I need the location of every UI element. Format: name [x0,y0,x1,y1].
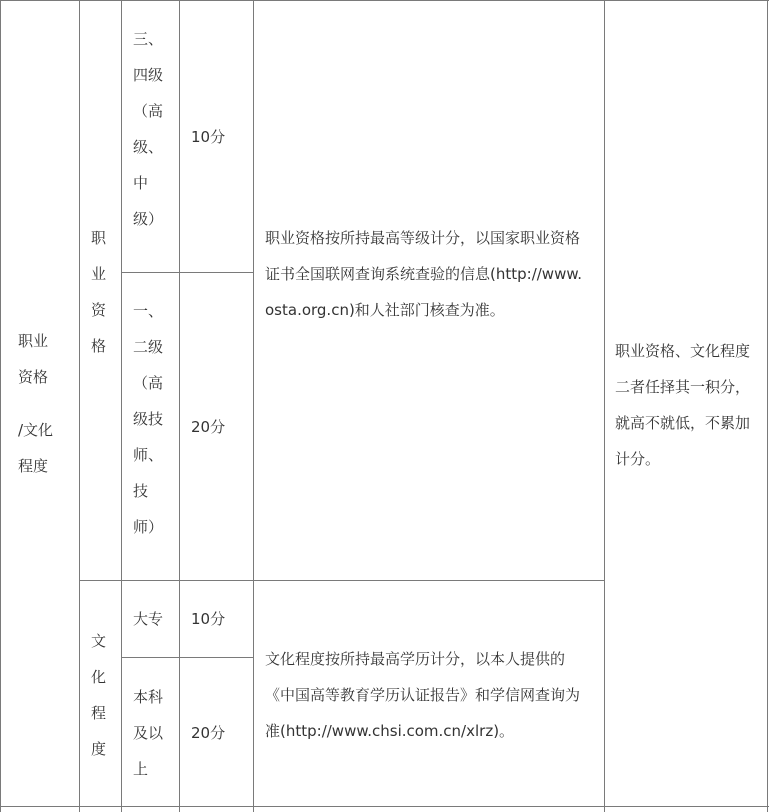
education-description: 文化程度按所持最高学历计分，以本人提供的《中国高等教育学历认证报告》和学信网查询为准(http://www.chsi.com.cn/xlrz)。 [265,650,581,740]
qualification-label: 职 业 资 格 [91,229,107,355]
qual-level-1-score: 10分 [191,128,226,146]
col-divider-3 [179,0,180,812]
category-label-line-3: /文化 [18,421,54,439]
qual-level-1-name: 三、 四级 （高 级、 中 级） [133,30,164,228]
edu-level-1-score: 10分 [191,610,226,628]
table-right-border [767,0,768,812]
table-top-border [0,0,769,1]
edu-level-1-name: 大专 [133,610,164,628]
col-divider-1 [79,0,80,812]
edu-level-2-name: 本科 及以 上 [133,688,164,778]
table-bottom-border [0,806,769,807]
qual-level-divider [121,272,254,273]
col-divider-2 [121,0,122,812]
edu-level-divider [121,657,254,658]
category-label-line-4: 程度 [18,457,49,475]
table-left-border [0,0,1,812]
category-label-line-1: 职业 [18,332,49,350]
qual-level-2-name: 一、 二级 （高 级技 师、 技 师） [133,302,164,536]
education-label: 文 化 程 度 [91,632,107,758]
qualification-description: 职业资格按所持最高等级计分，以国家职业资格证书全国联网查询系统查验的信息(http://www.osta.org.cn)和人社部门核查为准。 [265,229,583,319]
col-divider-4 [253,0,254,812]
col-divider-5 [604,0,605,812]
scoring-note: 职业资格、文化程度二者任择其一积分，就高不就低，不累加计分。 [615,342,751,468]
edu-level-2-score: 20分 [191,724,226,742]
qual-level-2-score: 20分 [191,418,226,436]
section-divider [79,580,604,581]
category-label-line-2: 资格 [18,368,49,386]
